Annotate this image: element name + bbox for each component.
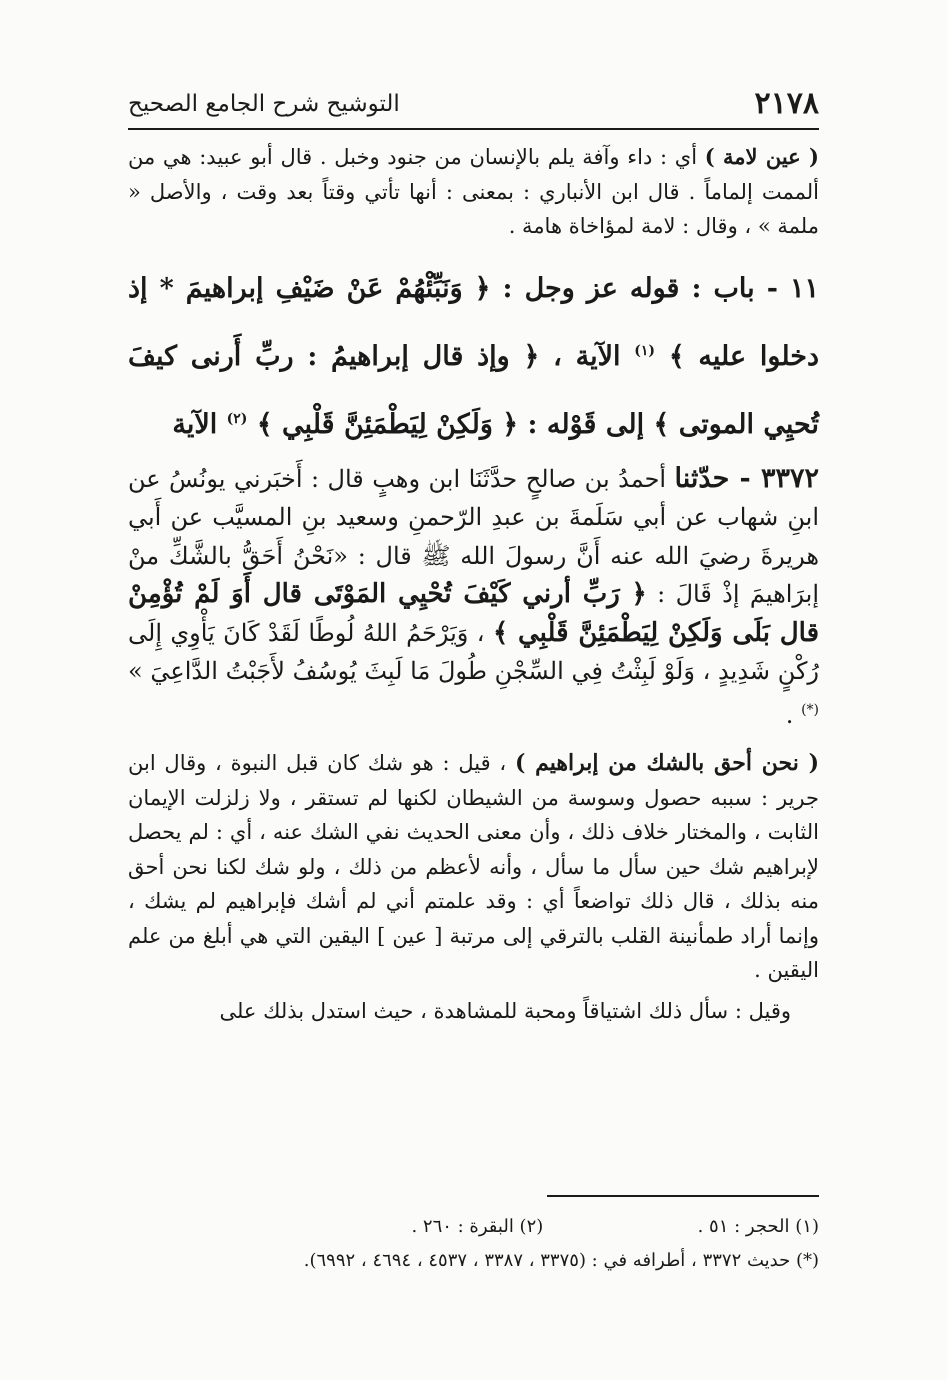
gloss-text: أي : داء وآفة يلم بالإنسان من جنود وخبل . قال أبو عبيد: هي من ألممت إلماماً . قال ابن الأنباري : بمعنى : أنها تأتي وقتاً بعد وقت ، والأصل « ملمة » ، وقال : لامة لمؤاخاة هامة .	[128, 145, 819, 238]
hadith-marker: (*)	[801, 701, 819, 718]
chapter-heading	[128, 258, 819, 456]
hadith-paragraph	[128, 460, 819, 735]
page-number: ٢١٧٨	[754, 86, 819, 121]
footnote-2: (٢) البقرة : ٢٦٠ .	[411, 1216, 544, 1237]
hadith-number: ٣٣٧٢ - حدّثنا	[674, 462, 819, 494]
footnote-ref-2: (٢)	[226, 410, 248, 427]
chapter-text-b: الآية ، ﴿ وإذ قال إبراهيمُ : ربِّ أَرنى كيفَ تُحيِي الموتى ﴾ إلى قَوْله : ﴿ وَلَكِنْ لِيَطْمَئِنَّ قَلْبِي ﴾	[128, 340, 819, 440]
hadith-isnad: أحمدُ بن صالحٍ حدَّثَنَا ابن وهبٍ قال : أَخبَرني يونُسُ عن ابنِ شهاب عن أبي سَلَمةَ بن عبدِ الرّحمنِ وسعيد بنِ المسيَّب عن أَبي هريرةَ رضيَ الله عنه أَنَّ رسولَ الله ﷺ قال : «نَحْنُ أَحَقُّ بالشَّكِّ منْ إبرَاهيمَ إذْ قَالَ :	[128, 464, 819, 608]
commentary-paragraph-2: وقيل : سأل ذلك اشتياقاً ومحبة للمشاهدة ، حيث استدل بذلك على	[219, 998, 791, 1023]
commentary-text: ، قيل : هو شك كان قبل النبوة ، وقال ابن جرير : سببه حصول وسوسة من الشيطان لكنها لم تستقر ، ولا زلزلت الإيمان الثابت ، والمختار خلاف ذلك ، وأن معنى الحديث نفي الشك عنه ، أي : لم يحصل لإبراهيم شك حين سأل ما سأل ، وأنه لأعظم من ذلك ، ولو شك لكنا نحن أحق منه بذلك ، قال ذلك تواضعاً أي : وقد علمتم أني لم أشك فإبراهيم لم يشك ، وإنما أراد طمأنينة القلب بالترقي إلى مرتبة [ عين ] اليقين التي هي أبلغ من علم اليقين .	[128, 751, 819, 982]
chapter-text-a: ١١ - باب : قوله عز وجل : ﴿ وَنَبِّئْهُمْ عَنْ ضَيْفِ إبراهيمَ * إذ دخلوا عليه ﴾	[128, 272, 819, 372]
footnote-row-1	[128, 1210, 819, 1244]
hadith-end: .	[785, 700, 802, 729]
gloss-paragraph	[128, 140, 819, 244]
running-title: التوشيح شرح الجامع الصحيح	[128, 91, 400, 117]
hadith-rest: ، وَيَرْحَمُ اللهُ لُوطًا لَقَدْ كَانَ يَأْوِي إِلَى رُكْنٍ شَدِيدٍ ، وَلَوْ لَبِثْتُ فِي السِّجْنِ طُولَ مَا لَبِثَ يُوسُفُ لأَجَبْتُ الدَّاعِيَ »	[128, 618, 820, 685]
commentary-paragraph	[128, 746, 819, 988]
footnote-rule	[547, 1195, 819, 1197]
footnote-3: (*) حديث ٣٣٧٢ ، أطرافه في : (٣٣٧٥ ، ٣٣٨٧ ، ٤٥٣٧ ، ٤٦٩٤ ، ٦٩٩٢).	[303, 1250, 819, 1271]
footnote-1: (١) الحجر : ٥١ .	[697, 1216, 819, 1237]
chapter-text-c: الآية	[172, 408, 227, 440]
page-header	[128, 84, 819, 124]
footnote-ref-1: (١)	[634, 342, 656, 359]
header-rule	[128, 128, 819, 130]
hadith-quran-quote: ﴿ رَبِّ أرني كَيْفَ تُحْيِي المَوْتَى قال أَوَ لَمْ تُؤْمِنْ قال بَلَى وَلَكِنْ لِيَطْمَئِنَّ قَلْبِي ﴾	[128, 579, 819, 648]
gloss-term: ( عين لامة )	[704, 144, 819, 169]
commentary-term: ( نحن أحق بالشك من إبراهيم )	[514, 750, 819, 776]
footnotes	[128, 1210, 819, 1278]
page-body	[128, 140, 819, 1028]
